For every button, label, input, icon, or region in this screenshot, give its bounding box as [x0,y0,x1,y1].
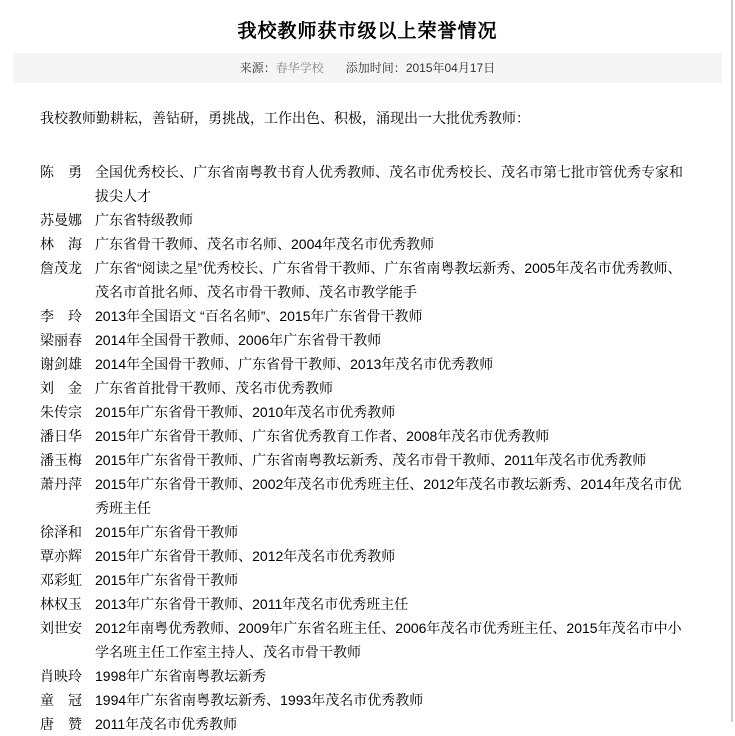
teacher-name: 潘玉梅 [40,452,82,468]
teacher-name: 萧丹萍 [40,476,82,492]
teacher-honors: 广东省特级教师 [95,212,193,228]
teacher-row [40,256,690,304]
teacher-row [40,424,690,448]
page-title: 我校教师获市级以上荣誉情况 [237,21,498,42]
teacher-name: 詹茂龙 [40,260,82,276]
teacher-honors: 2015年广东省骨干教师、广东省南粤教坛新秀、茂名市骨干教师、2011年茂名市优秀教师 [95,452,647,468]
teacher-honors: 2014年全国骨干教师、广东省骨干教师、2013年茂名市优秀教师 [95,356,494,372]
teacher-honors: 广东省骨干教师、茂名市名师、2004年茂名市优秀教师 [95,236,435,252]
teacher-name: 肖映玲 [40,668,82,684]
teacher-honors: 2014年全国骨干教师、2006年广东省骨干教师 [95,332,382,348]
teacher-row [40,352,690,376]
teacher-honors: 广东省“阅读之星”优秀校长、广东省骨干教师、广东省南粤教坛新秀、2005年茂名市优秀教师、茂名市首批名师、茂名市骨干教师、茂名市教学能手 [95,260,682,300]
teacher-name: 梁丽春 [40,332,82,348]
teacher-honors: 全国优秀校长、广东省南粤教书育人优秀教师、茂名市优秀校长、茂名市第七批市管优秀专家和拔尖人才 [95,164,683,204]
teacher-honors: 2015年广东省骨干教师、2012年茂名市优秀教师 [95,548,396,564]
teacher-honors: 2015年广东省骨干教师、广东省优秀教育工作者、2008年茂名市优秀教师 [95,428,550,444]
teacher-name: 唐 赞 [40,716,82,732]
teacher-name: 朱传宗 [40,404,82,420]
teacher-name: 林 海 [40,236,82,252]
teacher-row [40,664,690,688]
teacher-name: 陈 勇 [40,164,82,180]
teacher-honors: 2015年广东省骨干教师、2010年茂名市优秀教师 [95,404,396,420]
teacher-name: 苏曼娜 [40,212,82,228]
teacher-honors: 2011年茂名市优秀教师 [95,716,238,732]
meta-band [13,53,722,83]
teacher-honors: 2013年全国语文 “百名名师”、2015年广东省骨干教师 [95,308,423,324]
teacher-honors: 广东省首批骨干教师、茂名市优秀教师 [95,380,333,396]
teacher-name: 覃亦辉 [40,548,82,564]
teacher-name: 潘日华 [40,428,82,444]
article-content [0,108,735,736]
teacher-row [40,376,690,400]
teacher-row [40,328,690,352]
teacher-row [40,160,690,208]
teacher-name: 邓彩虹 [40,572,82,588]
teacher-name: 谢剑雄 [40,356,82,372]
teacher-row [40,616,690,664]
teacher-honors: 1998年广东省南粤教坛新秀 [95,668,267,684]
teacher-name: 林权玉 [40,596,82,612]
teacher-row [40,544,690,568]
teacher-honors: 2015年广东省骨干教师、2002年茂名市优秀班主任、2012年茂名市教坛新秀、2014年茂名市优秀班主任 [95,476,682,516]
teacher-honors: 1994年广东省南粤教坛新秀、1993年茂名市优秀教师 [95,692,424,708]
teacher-name: 徐泽和 [40,524,82,540]
source-label: 来源： [239,61,276,75]
page-right-border [731,0,733,722]
teacher-row [40,472,690,520]
teacher-row [40,520,690,544]
added-time-label: 添加时间： [345,61,406,75]
teacher-honors: 2015年广东省骨干教师 [95,524,239,540]
teacher-honors: 2012年南粤优秀教师、2009年广东省名班主任、2006年茂名市优秀班主任、2015年茂名市中小学名班主任工作室主持人、茂名市骨干教师 [95,620,682,660]
teacher-name: 李 玲 [40,308,82,324]
teacher-name: 童 冠 [40,692,82,708]
source-value: 春华学校 [275,61,324,75]
teacher-row [40,712,690,736]
added-time-value: 2015年04月17日 [405,61,496,75]
teacher-name: 刘世安 [40,620,82,636]
teacher-honors: 2013年广东省骨干教师、2011年茂名市优秀班主任 [95,596,409,612]
teacher-row [40,232,690,256]
teacher-honor-list [40,160,690,736]
teacher-honors: 2015年广东省骨干教师 [95,572,239,588]
teacher-row [40,304,690,328]
intro-paragraph: 我校教师勤耕耘，善钻研，勇挑战，工作出色、积极，涌现出一大批优秀教师： [40,110,530,126]
teacher-row [40,208,690,232]
teacher-row [40,400,690,424]
teacher-row [40,688,690,712]
teacher-row [40,592,690,616]
teacher-name: 刘 金 [40,380,82,396]
teacher-row [40,448,690,472]
teacher-row [40,568,690,592]
